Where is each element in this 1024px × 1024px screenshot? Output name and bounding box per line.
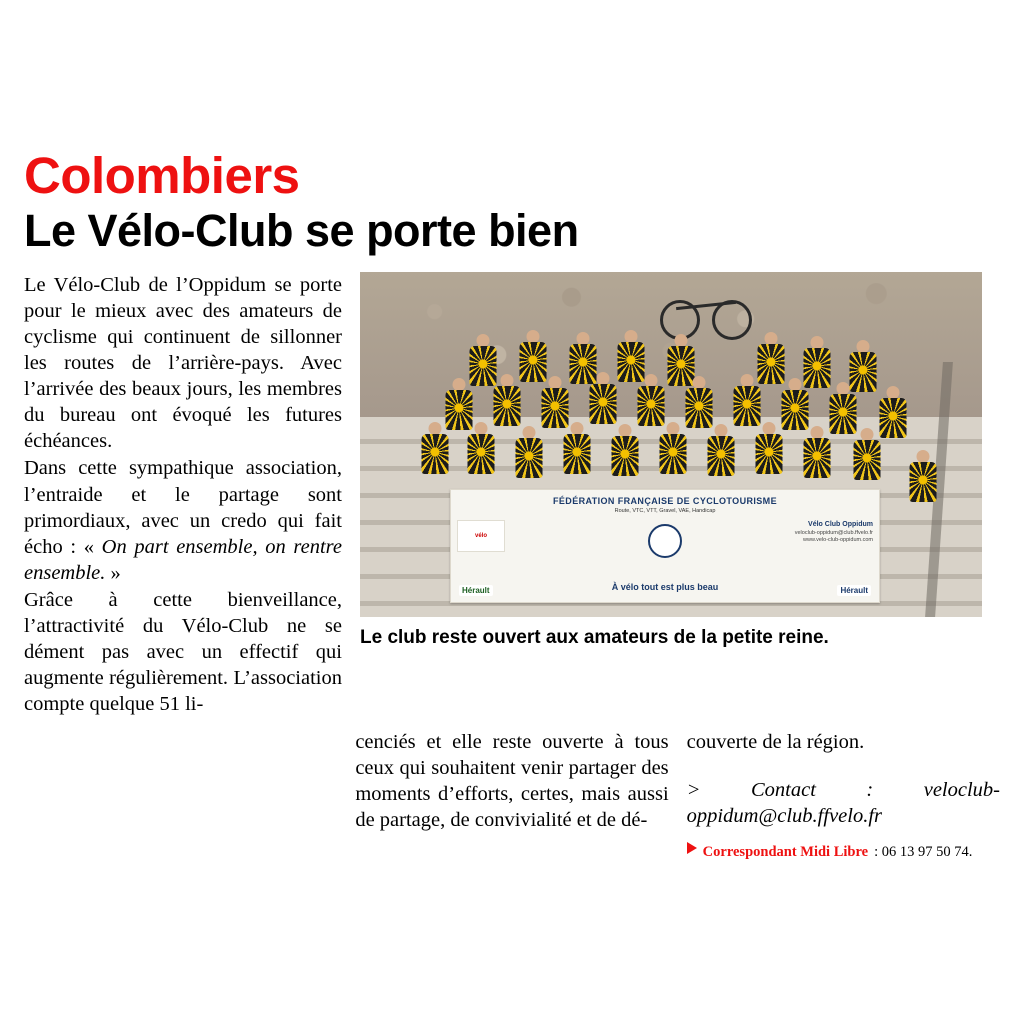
person-jersey [516,438,543,478]
page-title: Le Vélo-Club se porte bien [24,205,579,256]
banner-slogan: À vélo tout est plus beau [611,582,719,593]
person [850,428,884,484]
person-jersey [708,436,735,476]
article-body [24,272,1000,861]
sponsor-logo-left: Hérault [459,585,493,596]
photo-caption: Le club reste ouvert aux amateurs de la petite reine. [360,627,829,649]
article-photo [360,272,982,617]
banner-subtitle: Route, VTC, VTT, Gravel, VAE, Handicap [614,508,716,515]
article-kicker: Colombiers [24,147,300,204]
person [464,422,498,478]
person [608,424,642,480]
person [586,372,620,428]
person-jersey [756,434,783,474]
person [560,422,594,478]
paragraph-2-tail: » [105,561,121,584]
bottom-block [24,729,1000,862]
person [752,422,786,478]
correspondent-phone: : 06 13 97 50 74. [874,843,973,860]
banner-title: FÉDÉRATION FRANÇAISE DE CYCLOTOURISME [553,496,777,507]
article-column-2: cenciés et elle reste ouverte à tous ceux qui souhaitent venir partager des moments d’efforts, certes, mais aussi de partage, de convivialité et de dé- [355,730,669,831]
paragraph-2-lead: Dans cette sympathique association, l’entraide et le partage sont primordiaux, avec un credo qui fait écho : « [24,457,342,558]
contact-line: > Contact : veloclub-oppidum@club.ffvelo.fr [686,778,1000,827]
person-jersey [804,438,831,478]
person-jersey [660,434,687,474]
banner-row [457,520,873,552]
person [906,450,940,506]
person [418,422,452,478]
club-info [795,520,873,544]
person-jersey [734,386,761,426]
paragraph-1: Le Vélo-Club de l’Oppidum se porte pour le mieux avec des amateurs de cyclisme qui continuent de sillonner les routes de l’arrière-pays. Avec l’arrivée des beaux jours, les membres du bureau ont évoqué les futures échéances. [24,274,342,453]
club-email: veloclub-oppidum@club.ffvelo.fr [794,529,873,536]
person [704,424,738,480]
club-banner [450,489,880,603]
photo-block [360,272,982,649]
person [800,426,834,482]
person-jersey [422,434,449,474]
person-jersey [910,462,937,502]
person-jersey [494,386,521,426]
paragraph-2-quote: On part ensemble, on rentre ensemble. [24,535,342,584]
correspondent-line [687,843,1000,861]
correspondent-label: Correspondant Midi Libre [702,843,869,860]
sponsor-logo-right: Hérault [837,585,871,596]
person-jersey [564,434,591,474]
person-jersey [612,436,639,476]
person [656,422,690,478]
top-block [24,272,1000,717]
article-column-3-text: couverte de la région. [686,730,865,753]
article-column-3 [687,729,1000,862]
triangle-bullet-icon [687,842,697,854]
paragraph-2 [24,455,342,585]
bottom-column-spacer [24,729,337,862]
club-website: www.velo-club-oppidum.com [803,537,873,544]
club-name: Vélo Club Oppidum [808,521,873,529]
article-column-1 [24,272,342,717]
person [512,426,546,482]
paragraph-3: Grâce à cette bienveillance, l’attractivité du Vélo-Club ne se dément pas avec un effectif qui augmente régulièrement. L’association compte quelque 51 li- [24,588,342,715]
person-jersey [638,386,665,426]
person-jersey [854,440,881,480]
person-jersey [590,384,617,424]
ffvelo-logo-icon: vélo [457,520,505,552]
person-jersey [468,434,495,474]
